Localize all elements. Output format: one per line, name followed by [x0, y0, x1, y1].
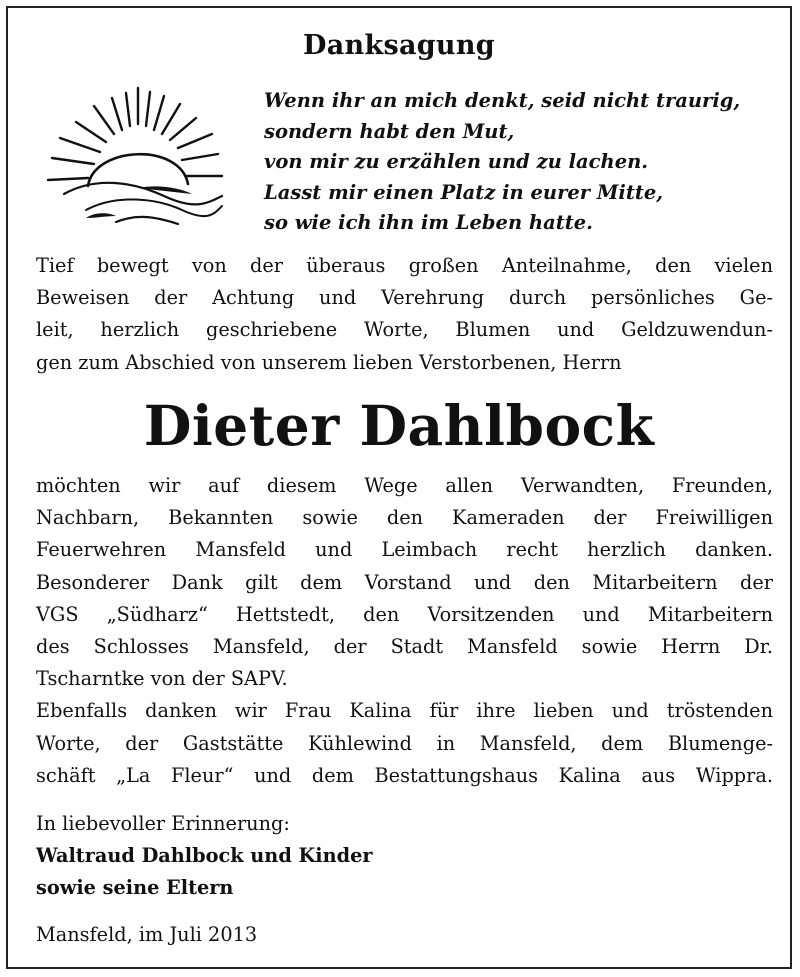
- place-date: Mansfeld, im Juli 2013: [36, 923, 258, 946]
- deceased-name: Dieter Dahlbock: [143, 393, 655, 458]
- poem-line: so wie ich ihn im Leben hatte.: [264, 211, 593, 234]
- signature-block: [36, 808, 373, 905]
- text-line: Besonderer Dank gilt dem Vorstand und den Mitarbeitern der: [36, 570, 773, 594]
- closing-line: In liebevoller Erinnerung:: [36, 812, 290, 835]
- signer-line: Waltraud Dahlbock und Kinder: [36, 844, 373, 868]
- text-line: möchten wir auf diesem Wege allen Verwandten, Freunden,: [36, 474, 773, 497]
- text-line: VGS „Südharz“ Hettstedt, den Vorsitzenden und Mitarbeitern: [36, 602, 773, 626]
- text-line: leit, herzlich geschriebene Worte, Blumen und Geldzuwendun-: [36, 318, 773, 342]
- signer-line: sowie seine Eltern: [36, 876, 234, 900]
- thanks-paragraph: [36, 470, 773, 792]
- text-line: gen zum Abschied von unserem lieben Verstorbenen, Herrn: [36, 350, 622, 374]
- text-line: schäft „La Fleur“ und dem Bestattungshaus Kalina aus Wippra.: [36, 763, 773, 787]
- text-line: Tscharntke von der SAPV.: [36, 667, 288, 691]
- poem-line: von mir zu erzählen und zu lachen.: [264, 150, 649, 173]
- text-line: Beweisen der Achtung und Verehrung durch persönliches Ge-: [36, 286, 773, 310]
- poem-line: Lasst mir einen Platz in eurer Mitte,: [264, 180, 664, 204]
- sun-over-hills-icon: [46, 84, 226, 234]
- text-line: Tief bewegt von der überaus großen Anteilnahme, den vielen: [36, 254, 773, 277]
- intro-paragraph: [36, 250, 773, 379]
- heading: Danksagung: [303, 30, 495, 61]
- poem-line: Wenn ihr an mich denkt, seid nicht traurig,: [264, 89, 741, 112]
- obituary-card: [6, 6, 792, 969]
- text-line: Ebenfalls danken wir Frau Kalina für ihre lieben und tröstenden: [36, 699, 773, 723]
- text-line: des Schlosses Mansfeld, der Stadt Mansfeld sowie Herrn Dr.: [36, 635, 773, 659]
- text-line: Nachbarn, Bekannten sowie den Kameraden der Freiwilligen: [36, 506, 773, 530]
- poem-line: sondern habt den Mut,: [264, 119, 515, 143]
- text-line: Feuerwehren Mansfeld und Leimbach recht herzlich danken.: [36, 538, 773, 562]
- text-line: Worte, der Gaststätte Kühlewind in Mansfeld, dem Blumenge-: [36, 731, 773, 755]
- poem: [264, 86, 740, 239]
